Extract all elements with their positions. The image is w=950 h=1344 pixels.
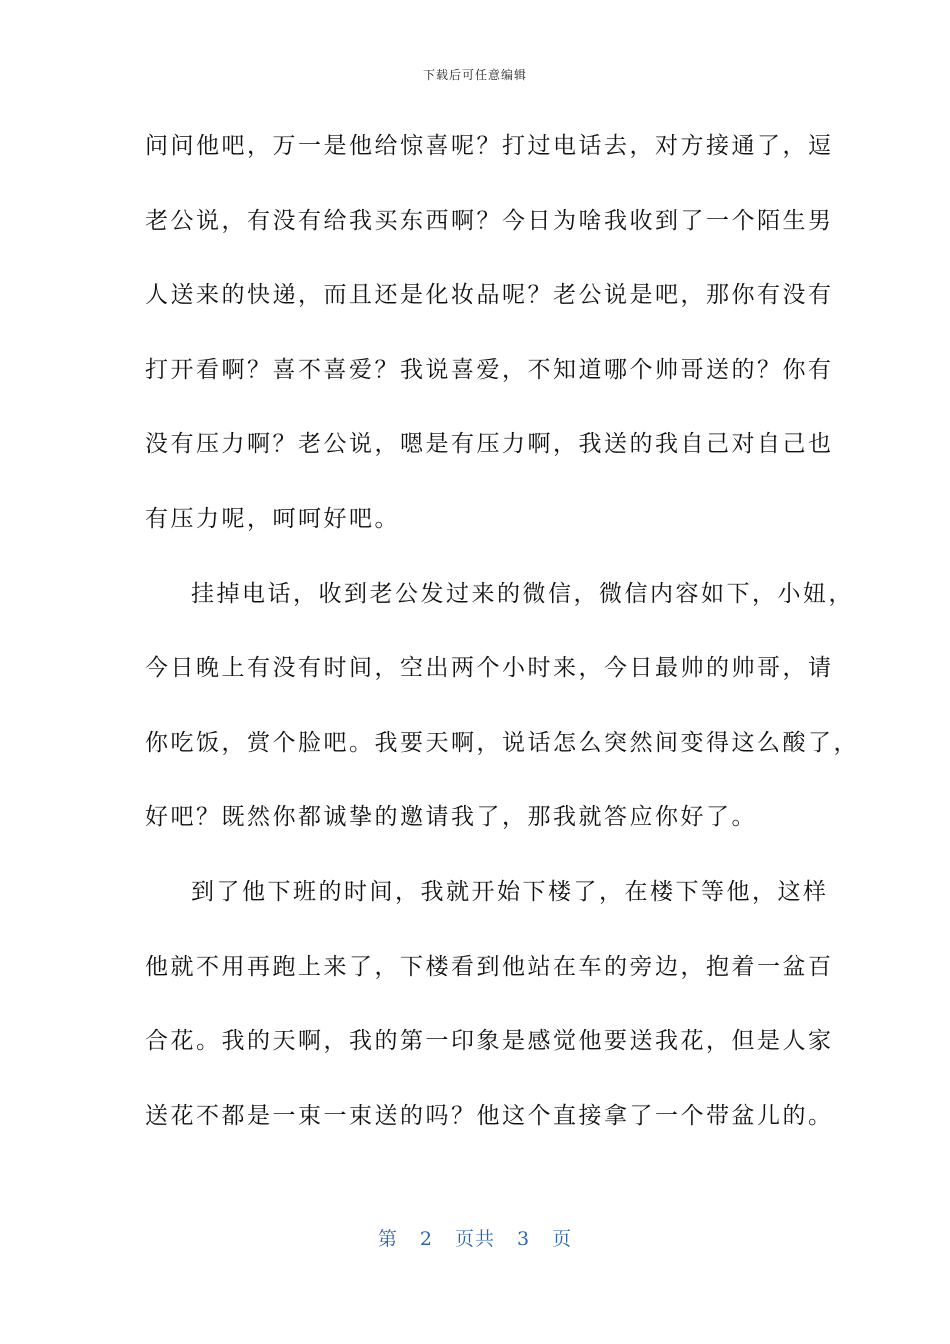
paragraph-line: 挂掉电话，收到老公发过来的微信，微信内容如下，小妞， [191, 580, 854, 607]
paragraph-line: 今日晚上有没有时间，空出两个小时来，今日最帅的帅哥，请 [145, 655, 834, 682]
paragraph-line: 没有压力啊？老公说，嗯是有压力啊，我送的我自己对自己也 [145, 431, 834, 458]
paragraph-line: 人送来的快递，而且还是化妆品呢？老公说是吧，那你有没有 [145, 282, 834, 309]
document-body [145, 124, 859, 1168]
page-suffix: 页 [552, 1228, 573, 1250]
paragraph-line: 送花不都是一束一束送的吗？他这个直接拿了一个带盆儿的。 [145, 1102, 834, 1129]
paragraph-line: 到了他下班的时间，我就开始下楼了，在楼下等他，这样 [191, 878, 829, 905]
paragraph-line: 老公说，有没有给我买东西啊？今日为啥我收到了一个陌生男 [145, 207, 834, 234]
page-mid: 页共 [454, 1228, 495, 1250]
paragraph-line: 他就不用再跑上来了，下楼看到他站在车的旁边，抱着一盆百 [145, 953, 834, 980]
paragraph-line: 打开看啊？喜不喜爱？我说喜爱，不知道哪个帅哥送的？你有 [145, 356, 834, 383]
page-prefix: 第 [377, 1228, 398, 1250]
paragraph-line: 合花。我的天啊，我的第一印象是感觉他要送我花，但是人家 [145, 1028, 834, 1055]
total-pages-number: 3 [517, 1228, 531, 1250]
paragraph-line: 好吧？既然你都诚挚的邀请我了，那我就答应你好了。 [145, 804, 757, 831]
paragraph-line: 你吃饭，赏个脸吧。我要天啊，说话怎么突然间变得这么酸了， [145, 729, 859, 756]
current-page-number: 2 [419, 1228, 433, 1250]
paragraph-line: 有压力呢，呵呵好吧。 [145, 505, 400, 532]
header-note: 下载后可任意编辑 [422, 68, 527, 82]
paragraph-line: 问问他吧，万一是他给惊喜呢？打过电话去，对方接通了，逗 [145, 133, 834, 159]
page-number-footer [0, 1224, 950, 1251]
